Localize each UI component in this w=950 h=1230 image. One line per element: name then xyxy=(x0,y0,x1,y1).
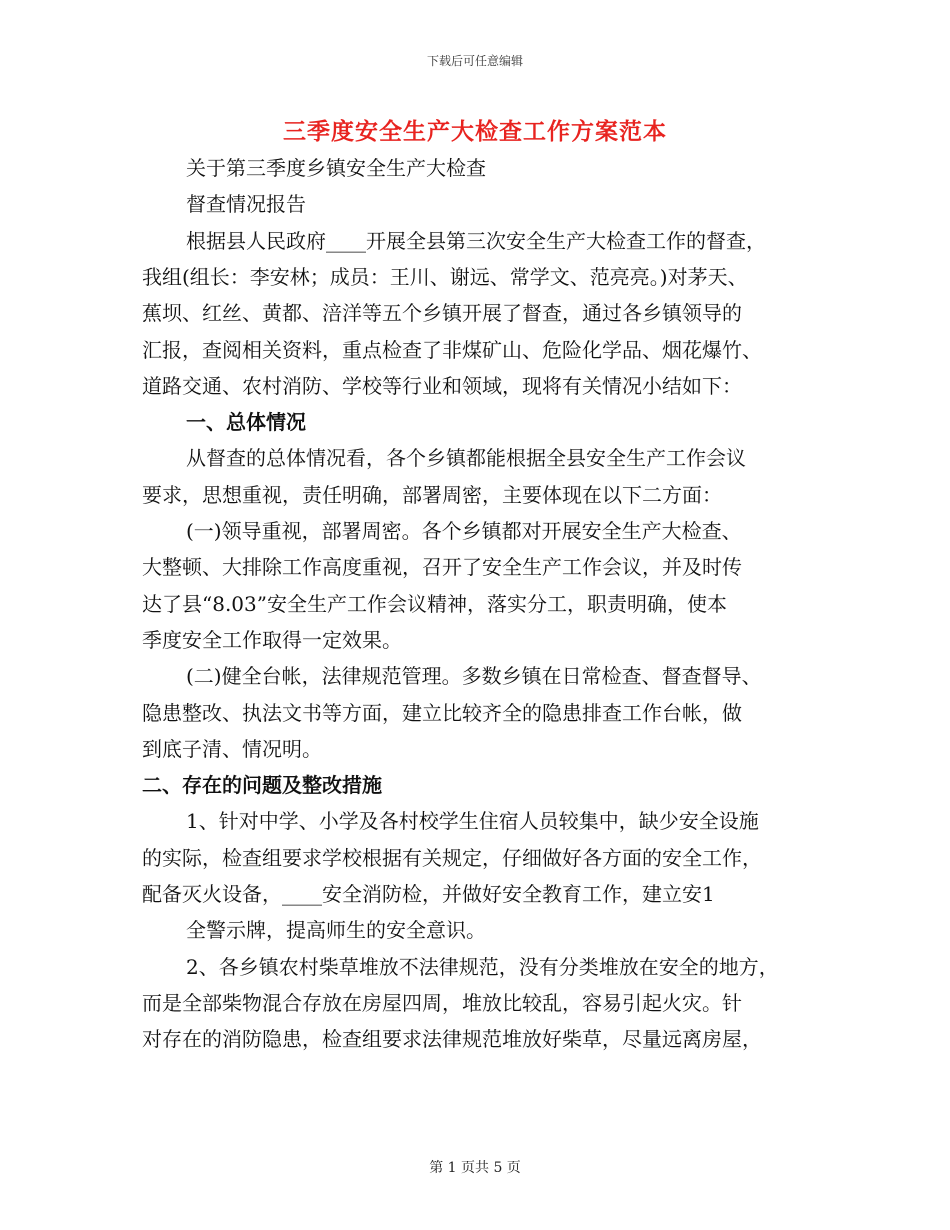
body-text-line: 1、针对中学、小学及各村校学生住宿人员较集中，缺少安全设施 xyxy=(186,809,759,834)
body-text-line: (二)健全台帐，法律规范管理。多数乡镇在日常检查、督查督导、 xyxy=(186,664,762,689)
body-text-line: 要求，思想重视，责任明确，部署周密，主要体现在以下二方面： xyxy=(142,482,722,507)
body-text-line: 从督查的总体情况看，各个乡镇都能根据全县安全生产工作会议 xyxy=(186,446,746,471)
page-header: 下载后可任意编辑 xyxy=(426,54,523,68)
page-footer: 第 1 页共 5 页 xyxy=(429,1160,521,1176)
body-text-line: 对存在的消防隐患，检查组要求法律规范堆放好柴草，尽量远离房屋， xyxy=(142,1027,762,1052)
body-text-line: 的实际，检查组要求学校根据有关规定，仔细做好各方面的安全工作， xyxy=(142,845,762,870)
body-text-line: 季度安全工作取得一定效果。 xyxy=(142,627,402,652)
body-text-line: 根据县人民政府____开展全县第三次安全生产大检查工作的督查， xyxy=(186,228,766,253)
document-title: 三季度安全生产大检查工作方案范本 xyxy=(283,118,667,145)
body-text-line: 配备灭火设备，____安全消防检，并做好安全教育工作，建立安1 xyxy=(142,882,715,906)
body-text-line: 而是全部柴物混合存放在房屋四周，堆放比较乱，容易引起火灾。针 xyxy=(142,990,742,1015)
section-heading: 二、存在的问题及整改措施 xyxy=(142,773,382,798)
body-text-line: 2、各乡镇农村柴草堆放不法律规范，没有分类堆放在安全的地方， xyxy=(186,954,779,979)
body-text-line: 达了县“8.03”安全生产工作会议精神，落实分工，职责明确，使本 xyxy=(142,591,727,616)
section-heading: 一、总体情况 xyxy=(186,410,306,435)
body-text-line: 道路交通、农村消防、学校等行业和领域，现将有关情况小结如下： xyxy=(142,373,742,398)
body-text-line: 蕉坝、红丝、黄都、涪洋等五个乡镇开展了督查，通过各乡镇领导的 xyxy=(142,301,742,326)
body-text-line: 我组(组长：李安林；成员：王川、谢远、常学文、范亮亮。)对茅天、 xyxy=(142,264,748,289)
body-text-line: 关于第三季度乡镇安全生产大检查 xyxy=(186,156,486,180)
body-text-line: 到底子清、情况明。 xyxy=(142,736,322,761)
body-text-line: 大整顿、大排除工作高度重视，召开了安全生产工作会议，并及时传 xyxy=(142,555,742,580)
body-text-line: 汇报，查阅相关资料，重点检查了非煤矿山、危险化学品、烟花爆竹、 xyxy=(142,337,762,362)
body-text-line: 隐患整改、执法文书等方面，建立比较齐全的隐患排查工作台帐，做 xyxy=(142,700,742,725)
body-text-line: 督查情况报告 xyxy=(186,192,306,217)
body-text-line: 全警示牌，提高师生的安全意识。 xyxy=(186,918,486,943)
body-text-line: (一)领导重视，部署周密。各个乡镇都对开展安全生产大检查、 xyxy=(186,519,742,543)
